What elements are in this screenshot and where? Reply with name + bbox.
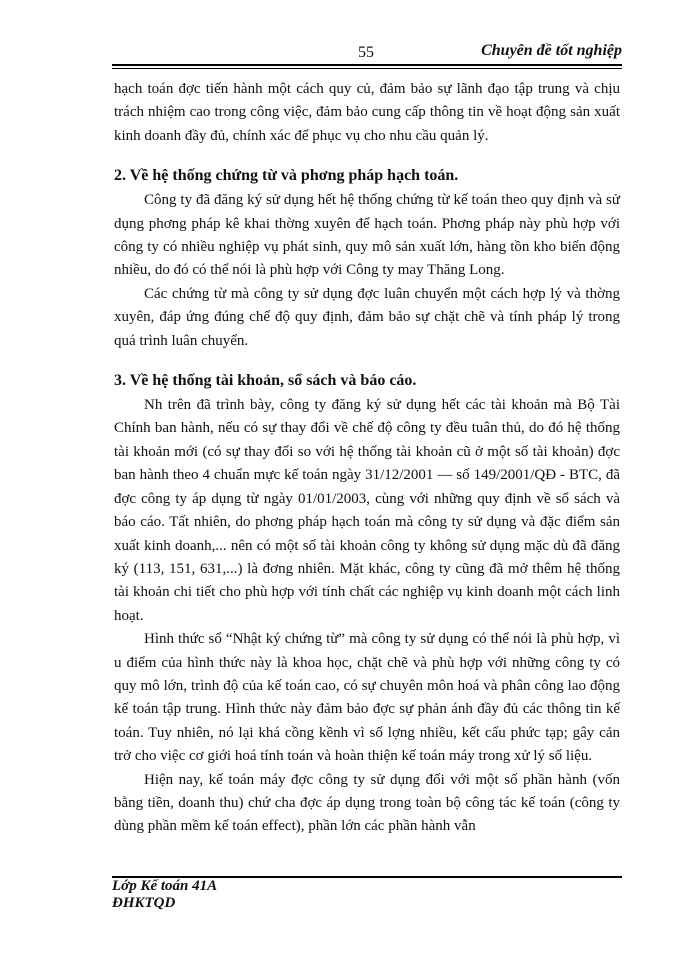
page-footer — [112, 876, 622, 912]
opening-paragraph: hạch toán đợc tiến hành một cách quy củ, đảm bảo sự lãnh đạo tập trung và chịu trách nhiệm cao trong công việc, đảm bảo cung cấp thông tin về hoạt động sản xuất kinh doanh đầy đủ, chính xác để phục vụ cho nhu cầu quản lý. — [114, 81, 620, 144]
document-body — [114, 78, 620, 839]
section-3-paragraph-3: Hiện nay, kế toán máy đợc công ty sử dụng đối với một số phần hành (vốn bằng tiền, doanh thu) chứ cha đợc áp dụng trong toàn bộ công tác kế toán (công ty dùng phần mềm kế toán effect), phần lớn các phần hành vẫn — [114, 771, 620, 835]
page-header — [112, 42, 622, 66]
page-number: 55 — [358, 44, 374, 61]
section-3-paragraph-2: Hình thức sổ “Nhật ký chứng từ” mà công ty sử dụng có thể nói là phù hợp, vì u điểm của hình thức này là khoa học, chặt chẽ và phù hợp với những công ty có quy mô lớn, trình độ của kế toán cao, có sự chuyên môn hoá và phân công lao động kế toán tập trung. Hình thức này đảm bảo đợc sự phản ánh đầy đủ các thông tin kế toán. Tuy nhiên, nó lại khá cồng kềnh vì số lợng nhiều, kết cấu phức tạp; gây cản trở cho việc cơ giới hoá tính toán và hoàn thiện kế toán máy trong xử lý số liệu. — [114, 631, 620, 765]
header-title: Chuyên đề tốt nghiệp — [481, 42, 622, 59]
section-3-heading: 3. Về hệ thống tài khoản, sổ sách và báo cáo. — [114, 372, 417, 390]
section-2-heading: 2. Về hệ thống chứng từ và phơng pháp hạch toán. — [114, 167, 459, 185]
footer-school: ĐHKTQD — [112, 895, 176, 911]
section-2-paragraph-1: Công ty đã đăng ký sử dụng hết hệ thống chứng từ kế toán theo quy định và sử dụng phơng pháp kê khai thờng xuyên để hạch toán. Phơng pháp này phù hợp với công ty có nhiều nghiệp vụ phát sinh, quy mô sản xuất lớn, hàng tồn kho biến động nhiều, do đó có thể nói là phù hợp với Công ty may Thăng Long. — [114, 192, 620, 279]
footer-class-name: Lớp Kế toán 41A — [112, 878, 218, 894]
section-3-paragraph-1: Nh trên đã trình bày, công ty đăng ký sử dụng hết các tài khoản mà Bộ Tài Chính ban hành, nếu có sự thay đổi về chế độ công ty đều tuân thủ, do đó hệ thống tài khoản mới (có sự thay đổi so với hệ thống tài khoản cũ ở một số tài khoản) đợc ban hành theo 4 chuẩn mực kế toán ngày 31/12/2001 — số 149/2001/QĐ - BTC, đã đợc công ty áp dụng từ ngày 01/01/2003, cùng với những quy định về sổ sách và báo cáo. Tất nhiên, do phơng pháp hạch toán mà công ty sử dụng và đặc điểm sản xuất kinh doanh,... nên có một số tài khoản công ty không sử dụng mặc dù đã đăng ký (113, 151, 631,...) là đơng nhiên. Mặt khác, công ty cũng đã mở thêm hệ thống tài khoản chi tiết cho phù hợp với tính chất các nghiệp vụ kinh doanh một cách linh hoạt. — [114, 397, 620, 624]
section-2-paragraph-2: Các chứng từ mà công ty sử dụng đợc luân chuyển một cách hợp lý và thờng xuyên, đáp ứng đúng chế độ quy định, đảm bảo sự chặt chẽ và tính pháp lý trong quá trình luân chuyển. — [114, 285, 620, 349]
